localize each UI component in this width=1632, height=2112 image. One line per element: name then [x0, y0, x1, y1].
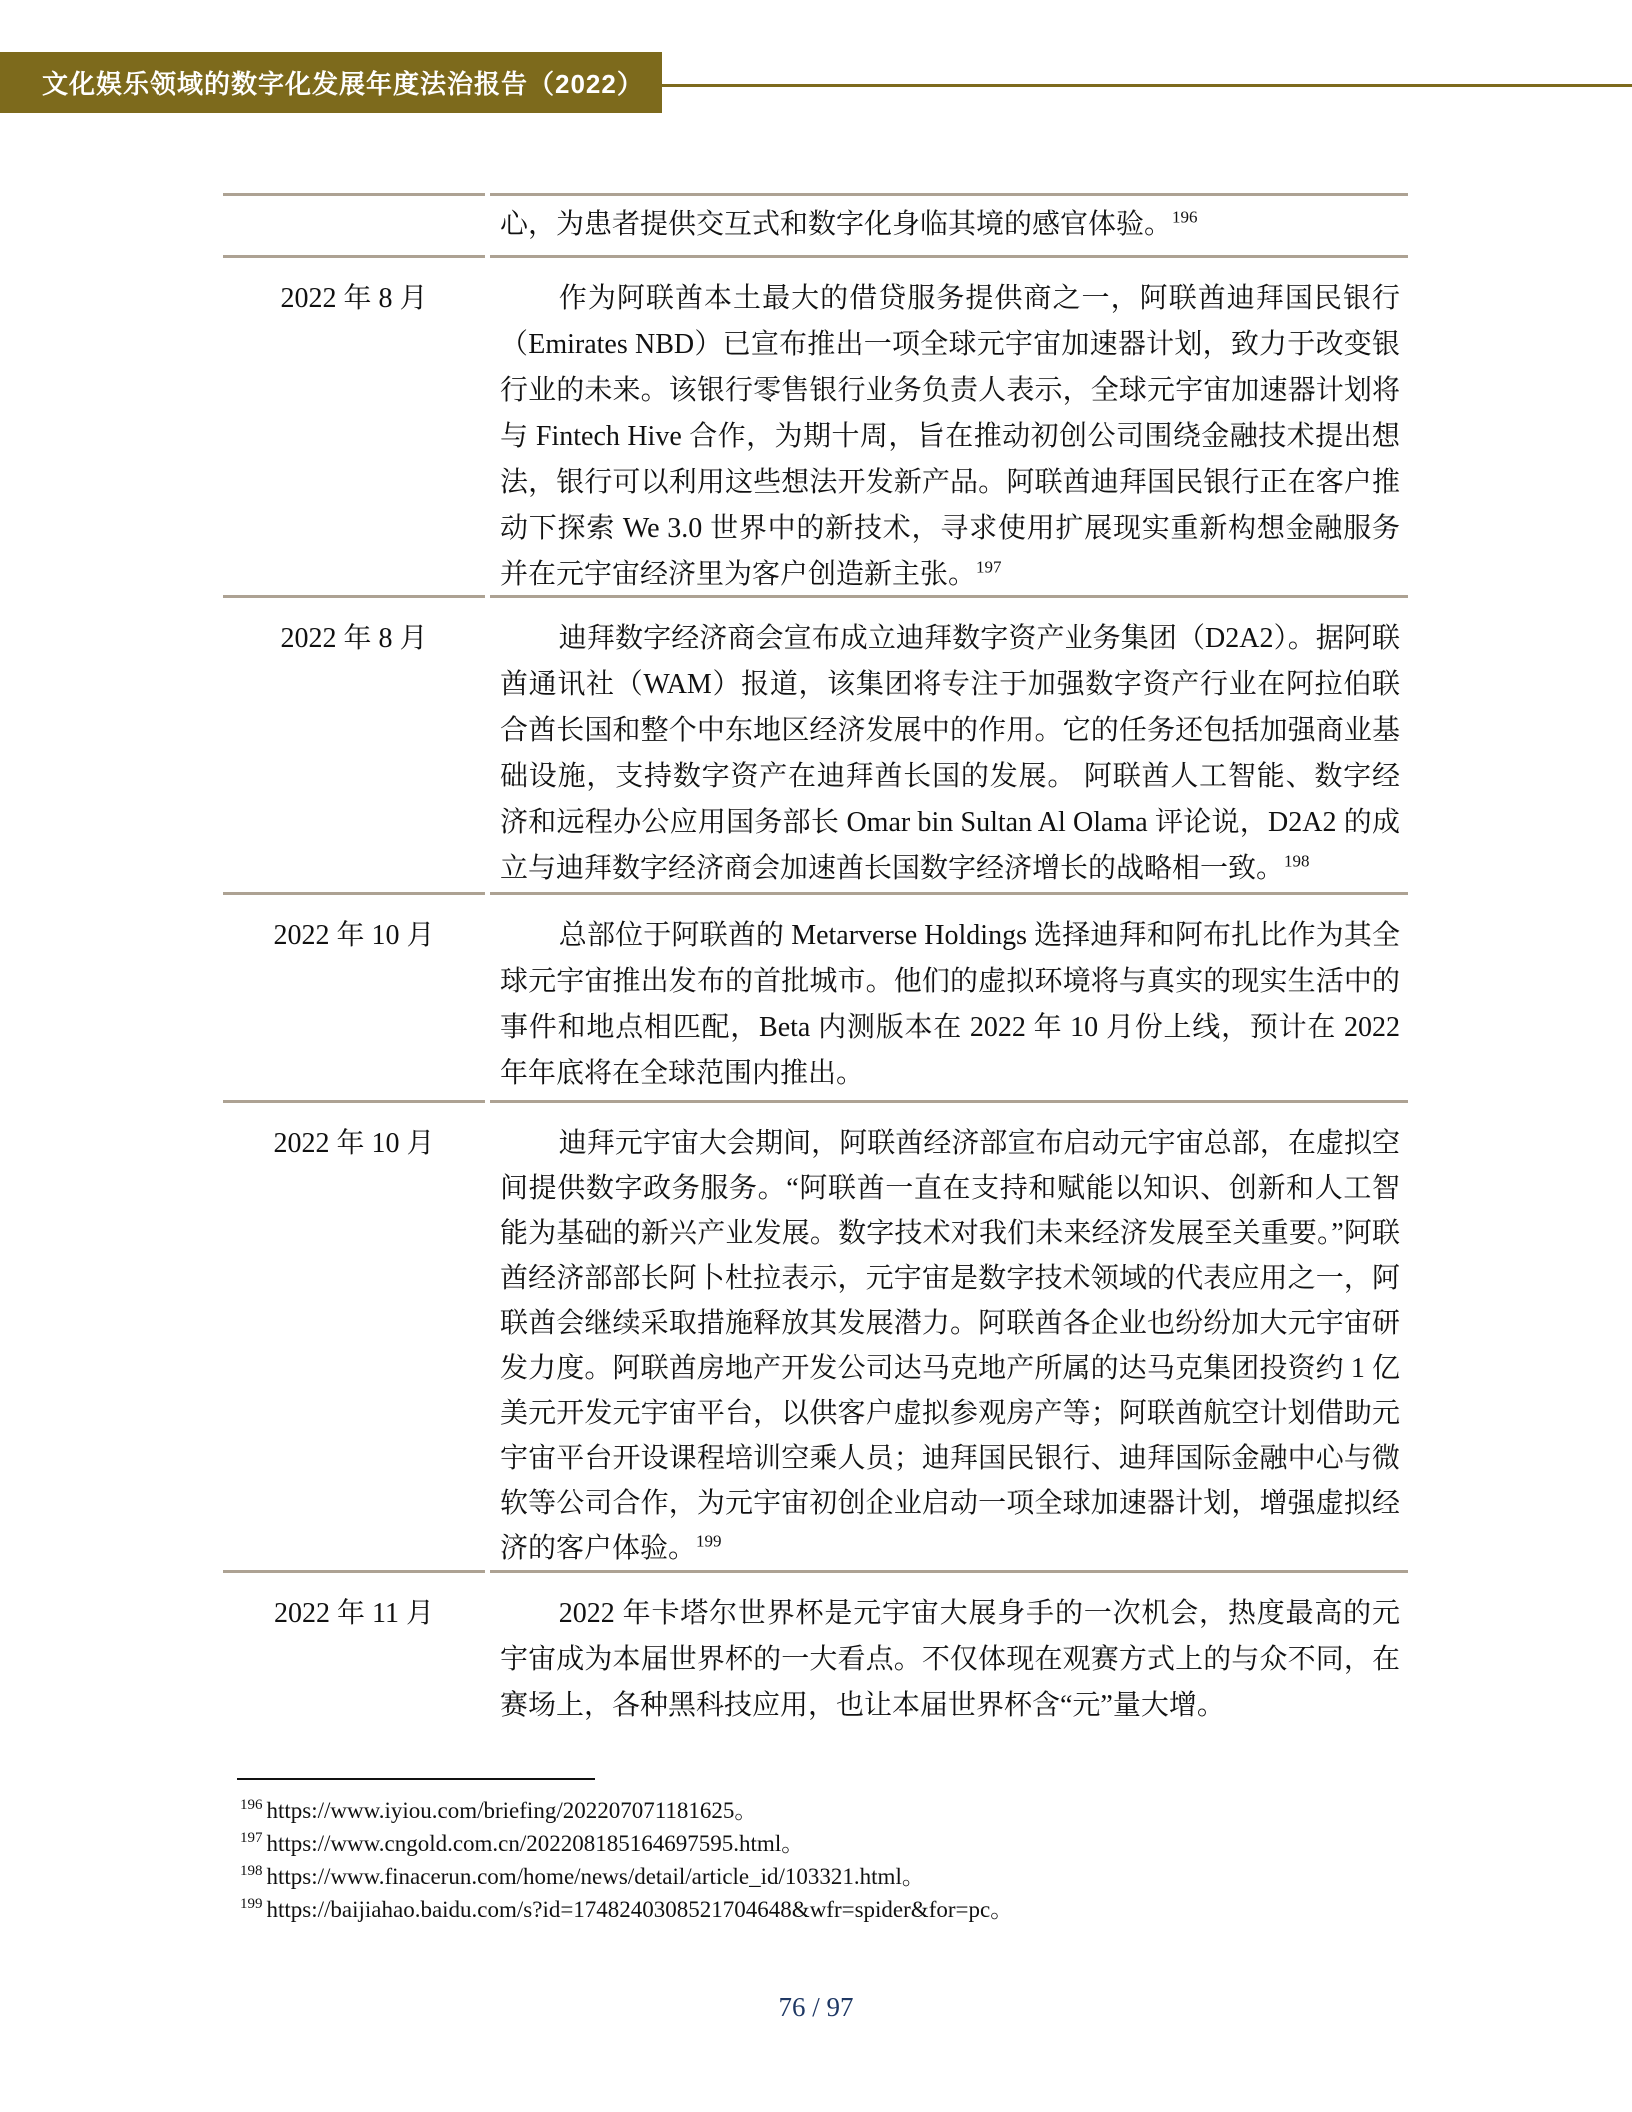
content-cell: [490, 255, 1408, 595]
table-row: [223, 595, 1408, 892]
footnote-ref: 197: [976, 557, 1002, 577]
row-paragraph: [500, 616, 1400, 892]
header-rule-line: [662, 84, 1632, 87]
page-number: 76 / 97: [778, 1992, 854, 2022]
row-text: 迪拜数字经济商会宣布成立迪拜数字资产业务集团（D2A2）。据阿联酋通讯社（WAM）报道，该集团将专注于加强数字资产行业在阿拉伯联合酋长国和整个中东地区经济发展中的作用。它的任务还包括加强商业基础设施，支持数字资产在迪拜酋长国的发展。 阿联酋人工智能、数字经济和远程办公应用国务部长 Omar bin Sultan Al Olama 评论说，D2A2 的成立与迪拜数字经济商会加速酋长国数字经济增长的战略相一致。: [500, 623, 1400, 884]
date-cell: 2022 年 8 月: [223, 255, 485, 595]
footnote-number: 199: [240, 1896, 263, 1913]
content-cell: [490, 595, 1408, 892]
header-banner: [0, 52, 662, 113]
row-text: 总部位于阿联酋的 Metarverse Holdings 选择迪拜和阿布扎比作为其全球元宇宙推出发布的首批城市。他们的虚拟环境将与真实的现实生活中的事件和地点相匹配，Beta 内测版本在 2022 年 10 月份上线，预计在 2022 年年底将在全球范围内推出。: [500, 920, 1400, 1089]
table-row: [223, 193, 1408, 255]
footnote-url: https://www.iyiou.com/briefing/202207071181625。: [266, 1798, 758, 1823]
footnote-ref: 196: [1172, 207, 1198, 227]
row-text: 心，为患者提供交互式和数字化身临其境的感官体验。: [500, 209, 1173, 240]
timeline-table: [223, 193, 1408, 1740]
date-cell: 2022 年 10 月: [223, 892, 485, 1100]
date-cell: 2022 年 10 月: [223, 1100, 485, 1570]
footnotes-block: [240, 1794, 1440, 1926]
table-row: [223, 892, 1408, 1100]
row-text: 作为阿联酋本土最大的借贷服务提供商之一，阿联酋迪拜国民银行（Emirates NBD）已宣布推出一项全球元宇宙加速器计划，致力于改变银行业的未来。该银行零售银行业务负责人表示，全球元宇宙加速器计划将与 Fintech Hive 合作，为期十周，旨在推动初创公司围绕金融技术提出想法，银行可以利用这些想法开发新产品。阿联酋迪拜国民银行正在客户推动下探索 We 3.0 世界中的新技术，寻求使用扩展现实重新构想金融服务并在元宇宙经济里为客户创造新主张。: [500, 283, 1400, 590]
footnote-separator: [237, 1778, 595, 1780]
row-paragraph: [500, 202, 1400, 248]
date-cell: [223, 193, 485, 255]
table-row: [223, 1570, 1408, 1740]
footnote-ref: 199: [696, 1531, 722, 1551]
footnote-number: 198: [240, 1863, 263, 1880]
date-cell: 2022 年 11 月: [223, 1570, 485, 1740]
table-row: [223, 1100, 1408, 1570]
content-cell: [490, 1100, 1408, 1570]
content-cell: [490, 193, 1408, 255]
row-paragraph: [500, 913, 1400, 1097]
footnote-item: [240, 1827, 1440, 1860]
footnote-url: https://www.cngold.com.cn/202208185164697595.html。: [266, 1831, 805, 1856]
content-cell: [490, 1570, 1408, 1740]
row-paragraph: [500, 276, 1400, 598]
footnote-url: https://baijiahao.baidu.com/s?id=1748240308521704648&wfr=spider&for=pc。: [266, 1897, 1014, 1922]
footnote-number: 197: [240, 1830, 263, 1847]
report-title: 文化娱乐领域的数字化发展年度法治报告（2022）: [42, 69, 644, 99]
footnote-ref: 198: [1284, 851, 1310, 871]
row-text: 迪拜元宇宙大会期间，阿联酋经济部宣布启动元宇宙总部，在虚拟空间提供数字政务服务。“阿联酋一直在支持和赋能以知识、创新和人工智能为基础的新兴产业发展。数字技术对我们未来经济发展至关重要。”阿联酋经济部部长阿卜杜拉表示，元宇宙是数字技术领域的代表应用之一，阿联酋会继续采取措施释放其发展潜力。阿联酋各企业也纷纷加大元宇宙研发力度。阿联酋房地产开发公司达马克地产所属的达马克集团投资约 1 亿美元开发元宇宙平台，以供客户虚拟参观房产等；阿联酋航空计划借助元宇宙平台开设课程培训空乘人员；迪拜国民银行、迪拜国际金融中心与微软等公司合作，为元宇宙初创企业启动一项全球加速器计划，增强虚拟经济的客户体验。: [500, 1128, 1400, 1564]
footnote-item: [240, 1860, 1440, 1893]
row-text: 2022 年卡塔尔世界杯是元宇宙大展身手的一次机会，热度最高的元宇宙成为本届世界杯的一大看点。不仅体现在观赛方式上的与众不同，在赛场上，各种黑科技应用，也让本届世界杯含“元”量大增。: [500, 1598, 1400, 1721]
date-cell: 2022 年 8 月: [223, 595, 485, 892]
table-row: [223, 255, 1408, 595]
footnote-item: [240, 1893, 1440, 1926]
footnote-item: [240, 1794, 1440, 1827]
footnote-number: 196: [240, 1797, 263, 1814]
footnote-url: https://www.finacerun.com/home/news/detail/article_id/103321.html。: [266, 1864, 925, 1889]
content-cell: [490, 892, 1408, 1100]
row-paragraph: [500, 1121, 1400, 1571]
row-paragraph: [500, 1591, 1400, 1729]
